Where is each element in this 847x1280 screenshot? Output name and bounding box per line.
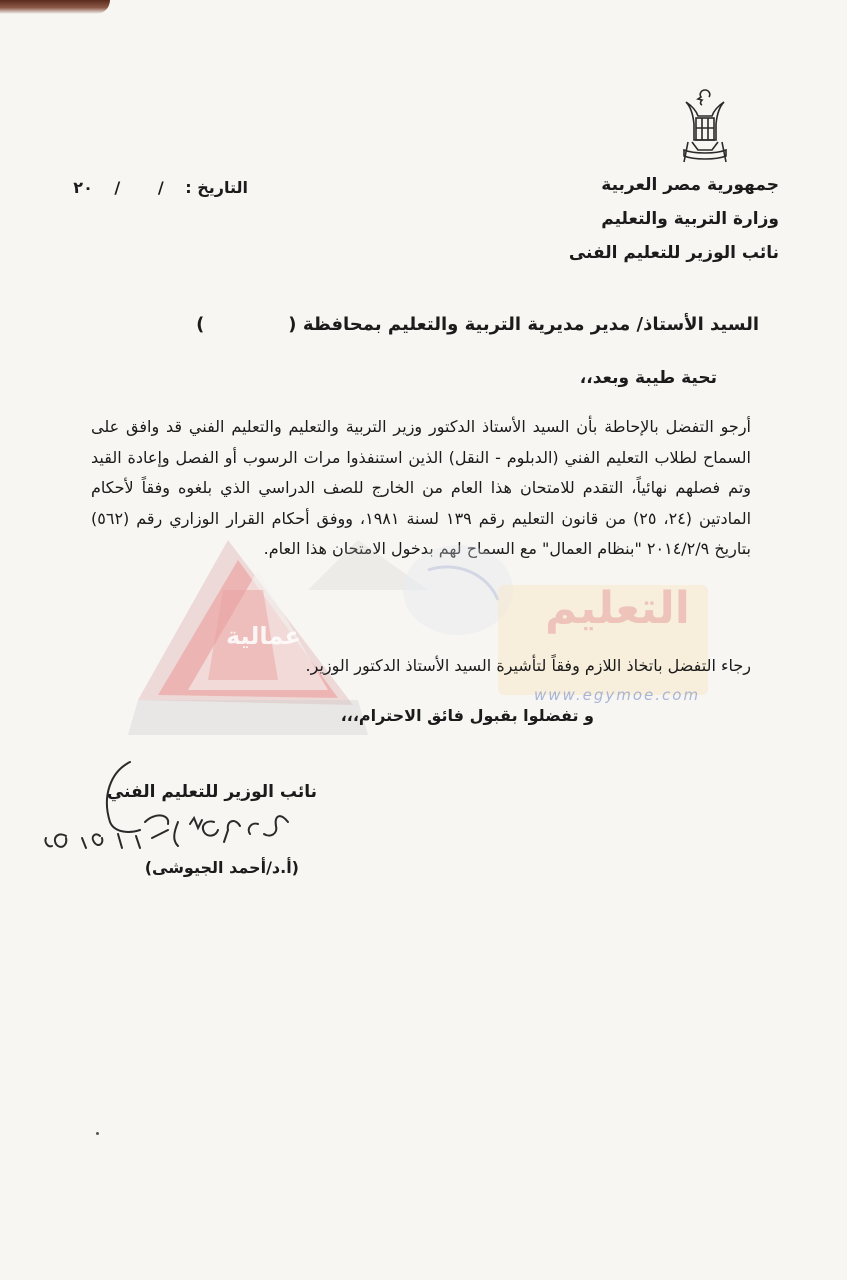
- watermark-url-text: www.egymoe.com: [534, 686, 701, 704]
- handwritten-signature-icon: [40, 752, 300, 872]
- scan-speck: [96, 1132, 99, 1135]
- date-year-prefix: ٢٠: [73, 178, 93, 197]
- addressee-line: [196, 314, 759, 335]
- header-ministry: وزارة التربية والتعليم: [601, 209, 779, 229]
- signer-name: (أ.د/أحمد الجيوشى): [144, 858, 299, 877]
- date-separator-2: /: [114, 178, 121, 197]
- body-paragraph: أرجو التفضل بالإحاطة بأن السيد الأستاذ الدكتور وزير التربية والتعليم والتعليم الفني قد وافق على السماح لطلاب التعليم الفني (الدبلوم - النقل) الذين استنفذوا مرات الرسوب أو الفصل وإعادة القيد وتم فصلهم نهائياً، التقدم للامتحان هذا العام من الخارج للصف الدراسي الذي بلغوه وفقاً لأحكام المادتين (٢٤، ٢٥) من قانون التعليم رقم ١٣٩ لسنة ١٩٨١، ووفق أحكام القرار الوزاري رقم (٥٦٢) بتاريخ ٢٠١٤/٢/٩ "بنظام العمال" مع السماح لهم بدخول الامتحان هذا العام.: [91, 417, 752, 558]
- addressee-open-paren: (: [288, 314, 297, 335]
- date-separator-1: /: [157, 178, 164, 197]
- addressee-text: السيد الأستاذ/ مدير مديرية التربية والتعليم بمحافظة: [302, 314, 759, 335]
- letter-body: [91, 412, 751, 565]
- watermark-logo-icon: [128, 530, 718, 760]
- date-field: [68, 178, 248, 197]
- scan-corner-shadow: [0, 0, 110, 14]
- ministry-header: [549, 168, 779, 270]
- egypt-eagle-emblem-icon: [676, 84, 734, 166]
- header-office: نائب الوزير للتعليم الفنى: [568, 243, 779, 263]
- addressee-close-paren: ): [196, 314, 205, 335]
- closing-line: و تفضلوا بقبول فائق الاحترام،،،: [340, 706, 594, 725]
- watermark-left-text: عمالية: [226, 622, 301, 650]
- request-line: رجاء التفضل باتخاذ اللازم وفقاً لتأشيرة السيد الأستاذ الدكتور الوزير.: [305, 656, 751, 675]
- signer-title: نائب الوزير للتعليم الفني: [106, 782, 317, 802]
- header-country: جمهورية مصر العربية: [601, 175, 779, 195]
- greeting: تحية طيبة وبعد،،: [579, 368, 717, 388]
- watermark-main-text: التعليم: [545, 583, 690, 634]
- date-label: التاريخ :: [185, 178, 248, 197]
